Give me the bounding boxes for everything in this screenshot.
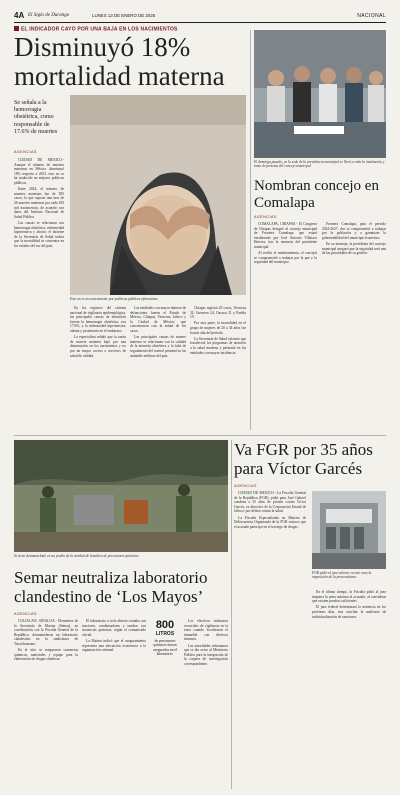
story3-headline: Va FGR por 35 años para Víctor Garcés — [234, 440, 373, 478]
story1-headline: Disminuyó 18% mortalidad materna — [14, 32, 225, 91]
kicker-marker — [14, 26, 19, 31]
story3-photo-caption: FGR pidió al juez valorar en este caso la imposición de la pena máxima. — [312, 571, 372, 580]
page-number: 4A — [14, 11, 25, 20]
paper-name: El Siglo de Durango — [28, 12, 70, 18]
story2-photo-caption: El domingo pasado, en la sede de la presidencia municipal se llevó a cabo la instalación y toma de protesta del concejo municipal. — [254, 160, 385, 169]
story3-col2-p2: El juez federal determinará la sentencia en los próximos días, tras concluir la audiencia de individualización de sanciones. — [312, 605, 386, 619]
story1-col2-p2: La especialista señaló que la razón de muerte materna bajó por una disminución en los nacimientos y no por un mayor acceso a servicios de salud de calidad. — [70, 335, 126, 358]
issue-date: LUNES 13 DE ENERO DE 2025 — [92, 13, 156, 18]
story1-col3-p1: Las entidades con mayor número de defunciones fueron el Estado de México, Chiapas, Veracruz, Jalisco y la Ciudad de México, que concentraron casi la mitad de los casos. — [130, 306, 186, 333]
fgr-building-photo — [312, 491, 386, 569]
story1-byline: AGENCIAS — [14, 150, 37, 154]
story1-deck: Se señala a la hemorragia obstétrica, como responsable de 17.6% de muertes — [14, 100, 58, 135]
marines-lab-photo — [14, 440, 228, 552]
story4-photo — [14, 440, 228, 552]
pullquote-unit: LITROS — [155, 631, 175, 637]
story1-col3-p2: Las principales causas de muerte materna se relacionan con la calidad de la atención obstétrica y la falta de seguimiento del control prenatal en las unidades médicas del país. — [130, 335, 186, 358]
story3-photo — [312, 491, 386, 569]
story4-photo-caption: Se tiene desmantelado en un predio de la entidad de lavadero de precursores químicos. — [14, 554, 140, 558]
section-name: NACIONAL — [357, 12, 386, 19]
pregnant-woman-photo — [70, 95, 246, 295]
story1-column-1 — [14, 158, 64, 430]
story1-column-2 — [70, 306, 126, 430]
story1-col1-p1: CIUDAD DE MÉXICO.- Aunque el número de muertes maternas en México disminuyó 18% respecto a 2023, esto no se ha traducido en mejores políticas públicas. — [14, 158, 64, 185]
column-divider-lower — [231, 440, 232, 789]
story4-column-1 — [14, 619, 78, 789]
story2-col2-p1: Frontera Comalapa, para el periodo 2024-2027, dos se comprometió a trabajar por la población y a garantizar la gobernabilidad del municipio fronterizo. — [322, 222, 386, 240]
story2-photo — [254, 30, 386, 158]
story1-col4-p3: La Secretaría de Salud informó que fortalecerá los programas de atención a la salud materna y perinatal en las entidades con mayor incidencia. — [190, 336, 246, 355]
story1-col1-p2: Entre 2024, el número de muertes maternas fue de 585 casos, lo que supone una tasa de 26 muertes maternas por cada 100 mil nacimientos, de acuerdo con datos del Instituto Nacional de Salud Pública. — [14, 187, 64, 219]
story4-col1-p1: CULIACÁN, SINALOA.- Elementos de la Secretaría de Marina (Semar), en coordinación con la Fiscalía General de la República, desmantelaron un laboratorio clandestino en la sindicatura de Tacuichamona. — [14, 619, 78, 646]
story3-column-2 — [312, 590, 386, 789]
story2-col2-p2: En su mensaje, la presidenta del concejo municipal aseguró que la seguridad será una de las prioridades de su gestión. — [322, 241, 386, 256]
story1-col1-p3: Las causas se relacionan con hemorragia obstétrica, enfermedad hipertensiva y aborto; el informe de la Secretaría de Salud indica que la mortalidad se concentra en los estados del sur del país. — [14, 220, 64, 248]
story2-headline: Nombran concejo en Comalapa — [254, 178, 379, 211]
story2-col1-p1: COMALAPA, CHIAPAS.- El Congreso de Chiapas designó al concejo municipal de Frontera Comalapa, que estará encabezado por José Antonio Villatoro Herrera, tras la renuncia del presidente municipal. — [254, 222, 317, 249]
story2-column-1 — [254, 222, 317, 430]
story1-photo-caption: Este no es necesariamente por políticas públicas afirmativas. — [70, 297, 159, 301]
section-divider — [14, 435, 386, 436]
story4-headline: Semar neutraliza laboratorio clandestino de ‘Los Mayos’ — [14, 568, 208, 606]
concejo-ceremony-photo — [254, 30, 386, 158]
story1-photo — [70, 95, 246, 295]
masthead — [14, 10, 386, 23]
story1-col4-p1: Chiapas registró 45 casos, Veracruz 32, Guerrero 24, Oaxaca 21 y Puebla 19. — [190, 306, 246, 320]
story4-pullquote — [150, 619, 180, 681]
story4-byline: AGENCIAS — [14, 612, 37, 616]
story3-col1-p2: La Fiscalía Especializada en Materia de Delincuencia Organizada de la FGR sostuvo que el acusado participó en el trasiego de drogas. — [234, 515, 306, 529]
story3-column-1 — [234, 491, 306, 789]
story3-byline: AGENCIAS — [234, 484, 257, 488]
story1-column-3 — [130, 306, 186, 430]
story1-column-4 — [190, 306, 246, 430]
story2-byline: AGENCIAS — [254, 215, 277, 219]
story4-col3-p1: Los efectivos realizaron recorridos de vigilancia en la zona cuando localizaron el inmueble con diversos insumos. — [184, 619, 228, 642]
kicker-text: EL INDICADOR CAYÓ POR UNA BAJA EN LOS NACIMIENTOS — [21, 26, 178, 33]
story2-column-2 — [322, 222, 386, 430]
pullquote-text: de precursores químicos fueron asegurados en el laboratorio. — [153, 639, 177, 657]
story2-col1-p2: Al recibir el nombramiento, el concejal se comprometió a trabajar por la paz y la seguridad del municipio. — [254, 251, 317, 265]
pullquote-number: 800 — [155, 619, 175, 631]
story4-column-2 — [82, 619, 146, 789]
story4-col1-p2: En el sitio se aseguraron sustancias químicas, materiales y equipo para la elaboración de drogas sintéticas. — [14, 648, 78, 662]
story3-col1-p1: CIUDAD DE MÉXICO.- La Fiscalía General de la República (FGR), pidió para José Gabriel condena a 35 años de prisión contra Víctor Garcés, ex directivo de la Corporación Estatal de Jalisco, por delitos contra la salud. — [234, 491, 306, 514]
story1-col2-p1: En los registros del sistema nacional de vigilancia epidemiológica, las principales causas de defunción fueron la hemorragia obstétrica, con 17.6%, y la enfermedad hipertensiva, edema y proteinuria en el embarazo. — [70, 306, 126, 333]
story4-col2-p2: La Marina indicó que el aseguramiento representa una afectación económica a la organización criminal. — [82, 638, 146, 653]
column-divider — [250, 30, 251, 430]
story3-col2-p1: En el último tiempo, la Fiscalía pidió al juez imponer la pena máxima al acusado, al considerar que existen pruebas suficientes. — [312, 590, 386, 604]
story4-col2-p1: El laboratorio a cielo abierto contaba con reactores, condensadores y tambos con sustancias químicas, según el comunicado oficial. — [82, 619, 146, 637]
story1-col4-p2: Por otra parte, la mortalidad en el grupo de mujeres de 20 a 34 años fue la más alta del periodo. — [190, 321, 246, 335]
story4-col3-p2: Las autoridades informaron que se dio aviso al Ministerio Público para la integración de la carpeta de investigación correspondiente. — [184, 643, 228, 666]
story4-column-3 — [184, 619, 228, 789]
